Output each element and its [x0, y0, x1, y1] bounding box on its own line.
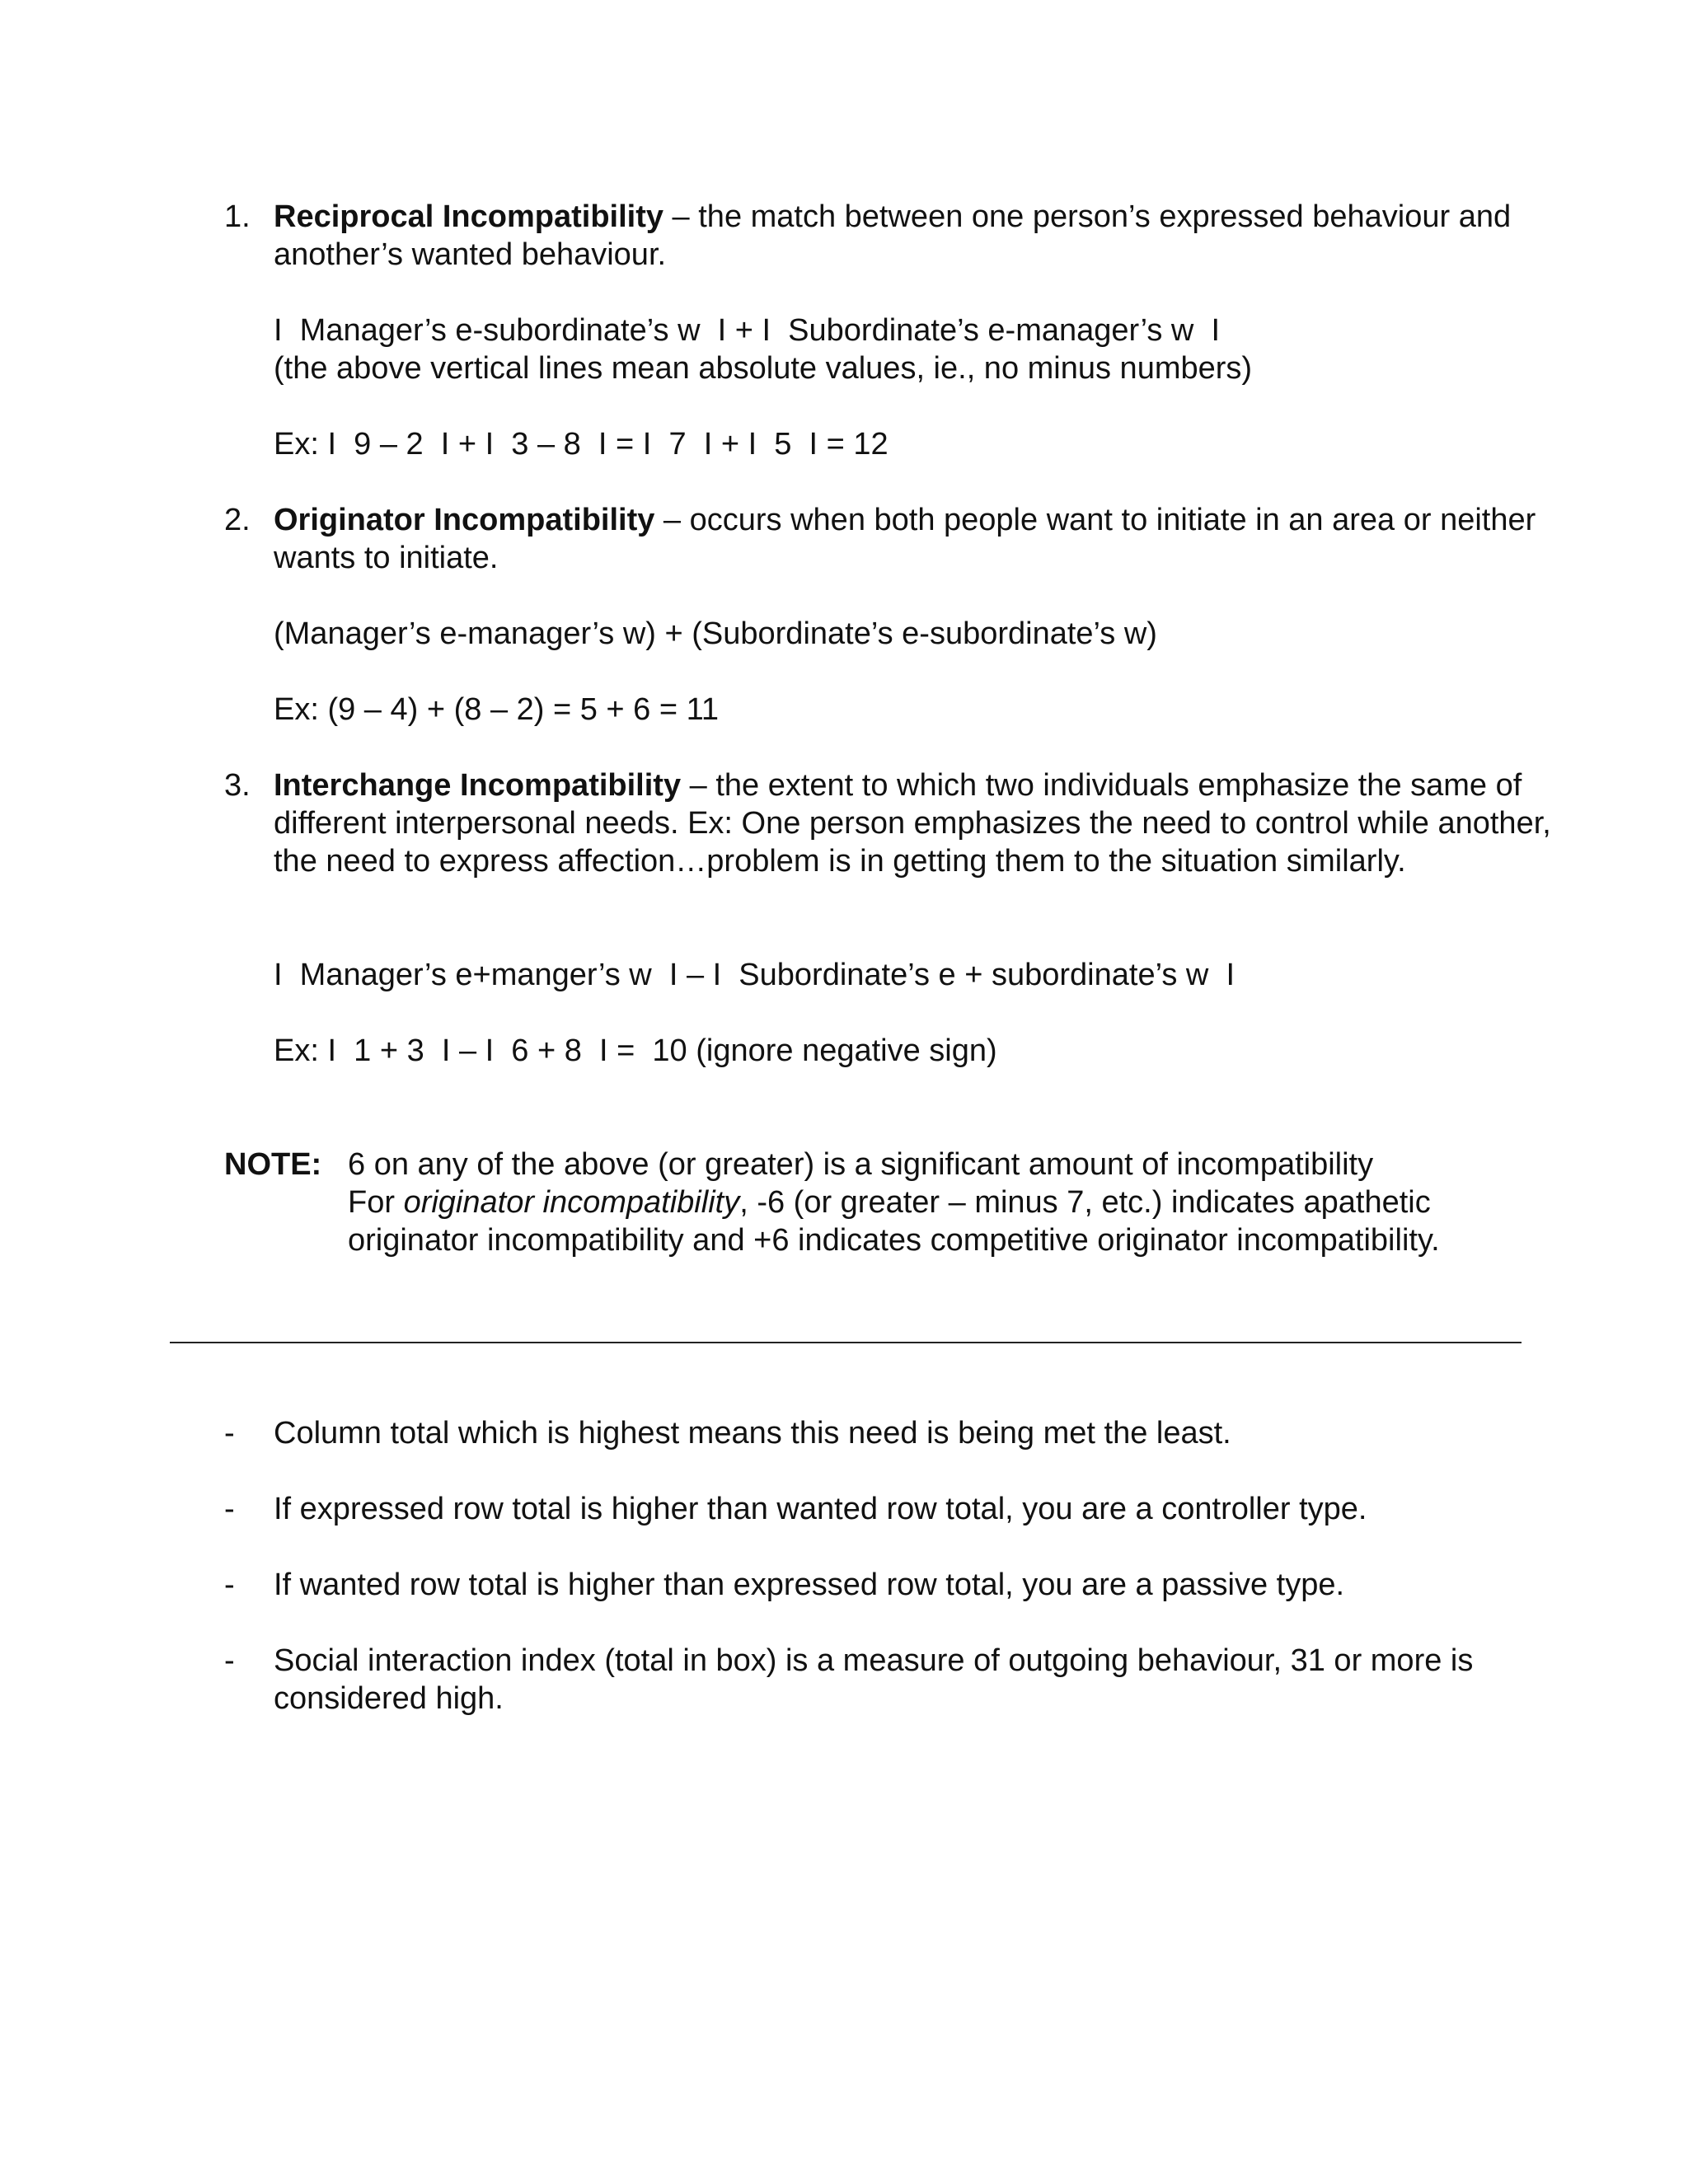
item-interchange-incompatibility	[224, 766, 1551, 880]
item-number: 3.	[224, 768, 251, 803]
item-number: 2.	[224, 503, 251, 537]
item-definition-text: – the match between one person’s expressed behaviour and another’s wanted behaviour.	[274, 199, 1512, 272]
example-line: Ex: I 1 + 3 I – I 6 + 8 I = 10 (ignore negative sign)	[274, 1033, 997, 1068]
list-item-text: Column total which is highest means this need is being met the least.	[274, 1416, 1231, 1451]
dash-bullet: -	[224, 1416, 235, 1451]
formula-note: (the above vertical lines mean absolute values, ie., no minus numbers)	[274, 351, 1253, 386]
item-originator-incompatibility	[224, 501, 1543, 577]
list-item-text: Social interaction index (total in box) is a measure of outgoing behaviour, 31 or more is considered high.	[274, 1643, 1474, 1716]
note-line-prefix: For	[348, 1185, 404, 1220]
item-definition	[274, 501, 1559, 577]
list-item	[224, 1566, 1543, 1604]
item-reciprocal-incompatibility	[224, 198, 1543, 274]
note-emphasis: originator incompatibility	[403, 1185, 740, 1220]
item-term: Reciprocal Incompatibility	[274, 199, 663, 234]
note-label: NOTE:	[224, 1147, 322, 1182]
list-item	[224, 1642, 1543, 1718]
item-definition	[274, 766, 1559, 880]
list-item	[224, 1490, 1543, 1528]
item-term: Originator Incompatibility	[274, 503, 655, 537]
list-item	[224, 1414, 1543, 1452]
dash-bullet: -	[224, 1568, 235, 1602]
example-line: Ex: (9 – 4) + (8 – 2) = 5 + 6 = 11	[274, 692, 720, 727]
formula-line: I Manager’s e+manger’s w I – I Subordinate’s e + subordinate’s w I	[274, 958, 1236, 992]
example-line: Ex: I 9 – 2 I + I 3 – 8 I = I 7 I + I 5 I = 12	[274, 427, 889, 462]
list-item-text: If expressed row total is higher than wanted row total, you are a controller type.	[274, 1492, 1367, 1526]
formula-line: I Manager’s e-subordinate’s w I + I Subordinate’s e-manager’s w I	[274, 313, 1221, 348]
item-definition-text: – occurs when both people want to initiate in an area or neither wants to initiate.	[274, 503, 1536, 575]
item-number: 1.	[224, 199, 251, 234]
item-definition	[274, 198, 1559, 274]
horizontal-divider	[170, 1342, 1522, 1343]
note-line: 6 on any of the above (or greater) is a significant amount of incompatibility	[348, 1147, 1374, 1182]
formula-line: (Manager’s e-manager’s w) + (Subordinate’s e-subordinate’s w)	[274, 616, 1157, 651]
item-term: Interchange Incompatibility	[274, 768, 682, 803]
note-line: originator incompatibility and +6 indicates competitive originator incompatibility.	[348, 1223, 1440, 1258]
note-text	[348, 1146, 1584, 1259]
note-line	[348, 1183, 1584, 1221]
note-line-suffix: , -6 (or greater – minus 7, etc.) indicates apathetic	[739, 1185, 1431, 1220]
list-item-text: If wanted row total is higher than expressed row total, you are a passive type.	[274, 1568, 1345, 1602]
item-definition-text: – the extent to which two individuals emphasize the same of different interpersonal needs. Ex: One person emphasizes the need to control while another, the need to express affection…problem is in getting them to the situation similarly.	[274, 768, 1551, 879]
dash-bullet: -	[224, 1643, 235, 1678]
dash-bullet: -	[224, 1492, 235, 1526]
